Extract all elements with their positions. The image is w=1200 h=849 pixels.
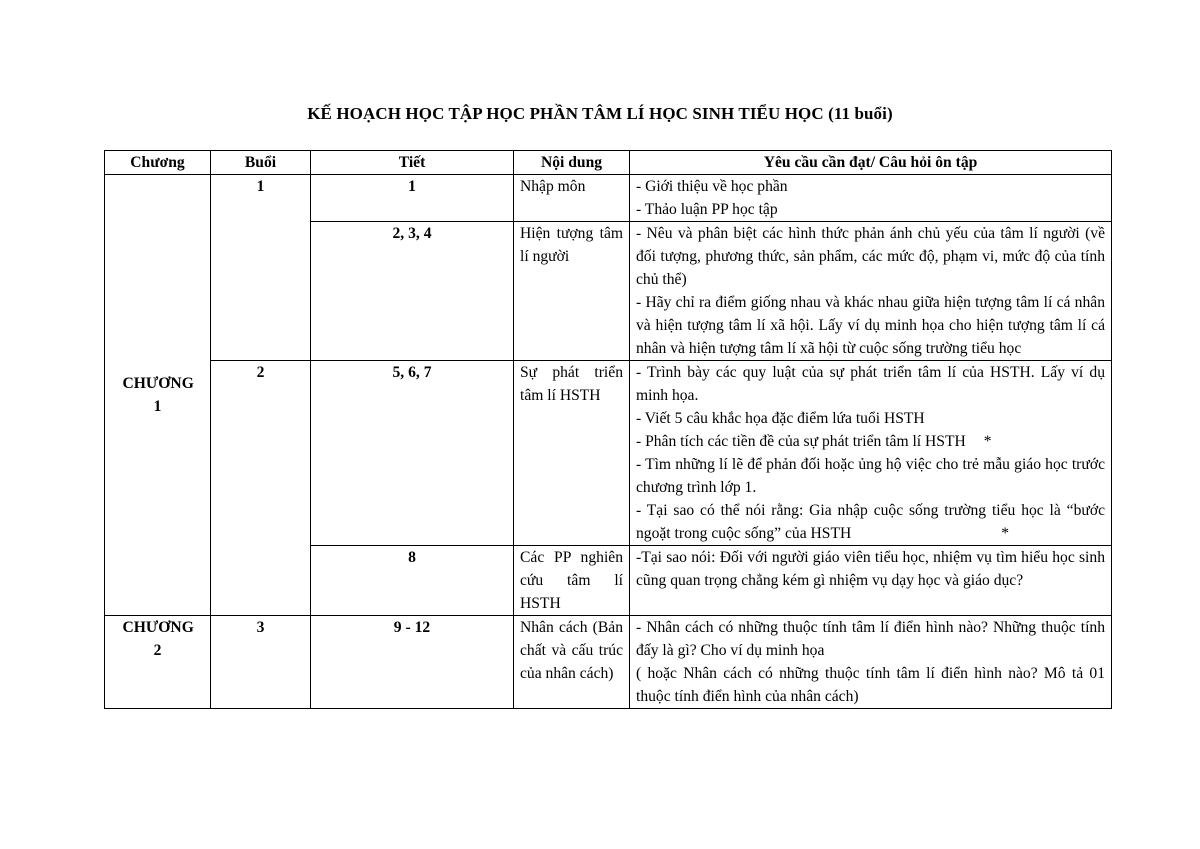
chapter-2-cell: [105, 616, 211, 709]
requirement-line: [636, 499, 1105, 545]
yeu-cau-cell: [630, 175, 1112, 222]
header-noi-dung: Nội dung: [514, 151, 630, 175]
requirement-line: - Tìm những lí lẽ để phản đối hoặc ủng hộ việc cho trẻ mẫu giáo học trước chương trình lớp 1.: [636, 456, 1105, 496]
noi-dung-cell: Hiện tượng tâm lí người: [514, 222, 630, 361]
requirement-line: - Nêu và phân biệt các hình thức phản ánh chủ yếu của tâm lí người (về đối tượng, phương thức, sản phẩm, các mức độ, phạm vi, mức độ của tính chủ thể): [636, 225, 1105, 288]
table-header-row: [105, 151, 1112, 175]
header-chuong: Chương: [105, 151, 211, 175]
tiet-cell: 9 - 12: [311, 616, 514, 709]
yeu-cau-cell: [630, 361, 1112, 546]
yeu-cau-cell: [630, 546, 1112, 616]
yeu-cau-cell: [630, 616, 1112, 709]
star-mark: *: [983, 433, 992, 450]
tiet-cell: 1: [311, 175, 514, 222]
tiet-cell: 5, 6, 7: [311, 361, 514, 546]
requirement-line: - Thảo luận PP học tập: [636, 201, 778, 218]
buoi-cell: 3: [211, 616, 311, 709]
header-yeu-cau: Yêu cầu cần đạt/ Câu hỏi ôn tập: [630, 151, 1112, 175]
table-row: [105, 361, 1112, 546]
buoi-cell: 2: [211, 361, 311, 616]
requirement-line: - Hãy chỉ ra điểm giống nhau và khác nhau giữa hiện tượng tâm lí cá nhân và hiện tượng tâm lí xã hội. Lấy ví dụ minh họa cho hiện tượng tâm lí cá nhân và hiện tượng tâm lí xã hội từ cuộc sống trường tiểu học: [636, 294, 1105, 357]
requirement-line: - Trình bày các quy luật của sự phát triển tâm lí của HSTH. Lấy ví dụ minh họa.: [636, 364, 1105, 404]
yeu-cau-cell: [630, 222, 1112, 361]
requirement-line: - Viết 5 câu khắc họa đặc điểm lứa tuổi HSTH: [636, 410, 925, 427]
requirement-line: -Tại sao nói: Đối với người giáo viên tiểu học, nhiệm vụ tìm hiểu học sinh cũng quan trọng chẳng kém gì nhiệm vụ dạy học và giáo dục?: [636, 549, 1105, 589]
table-row: [105, 616, 1112, 709]
noi-dung-cell: Nhập môn: [514, 175, 630, 222]
table-row: [105, 175, 1112, 222]
chapter-1-cell: [105, 175, 211, 616]
header-tiet: Tiết: [311, 151, 514, 175]
noi-dung-cell: Sự phát triển tâm lí HSTH: [514, 361, 630, 546]
chapter-1-label: CHƯƠNG 1: [122, 375, 194, 415]
requirement-line: ( hoặc Nhân cách có những thuộc tính tâm lí điển hình nào? Mô tả 01 thuộc tính điển hình của nhân cách): [636, 665, 1105, 705]
noi-dung-cell: Các PP nghiên cứu tâm lí HSTH: [514, 546, 630, 616]
document-title: KẾ HOẠCH HỌC TẬP HỌC PHẦN TÂM LÍ HỌC SINH TIỂU HỌC (11 buổi): [307, 104, 893, 123]
noi-dung-cell: Nhân cách (Bản chất và cấu trúc của nhân cách): [514, 616, 630, 709]
requirement-text: - Phân tích các tiền đề của sự phát triển tâm lí HSTH: [636, 433, 966, 450]
requirement-line: [636, 430, 1105, 453]
tiet-cell: 2, 3, 4: [311, 222, 514, 361]
header-buoi: Buổi: [211, 151, 311, 175]
requirement-line: - Giới thiệu về học phần: [636, 178, 788, 195]
requirement-text: - Tại sao có thể nói rằng: Gia nhập cuộc sống trường tiểu học là “bước ngoặt trong cuộc sống” của HSTH: [636, 502, 1105, 542]
star-mark: *: [1001, 525, 1010, 542]
requirement-line: - Nhân cách có những thuộc tính tâm lí điển hình nào? Những thuộc tính đấy là gì? Cho ví dụ minh họa: [636, 619, 1105, 659]
study-plan-table: [104, 150, 1112, 709]
tiet-cell: 8: [311, 546, 514, 616]
chapter-2-label: CHƯƠNG 2: [122, 619, 194, 659]
buoi-cell: 1: [211, 175, 311, 361]
